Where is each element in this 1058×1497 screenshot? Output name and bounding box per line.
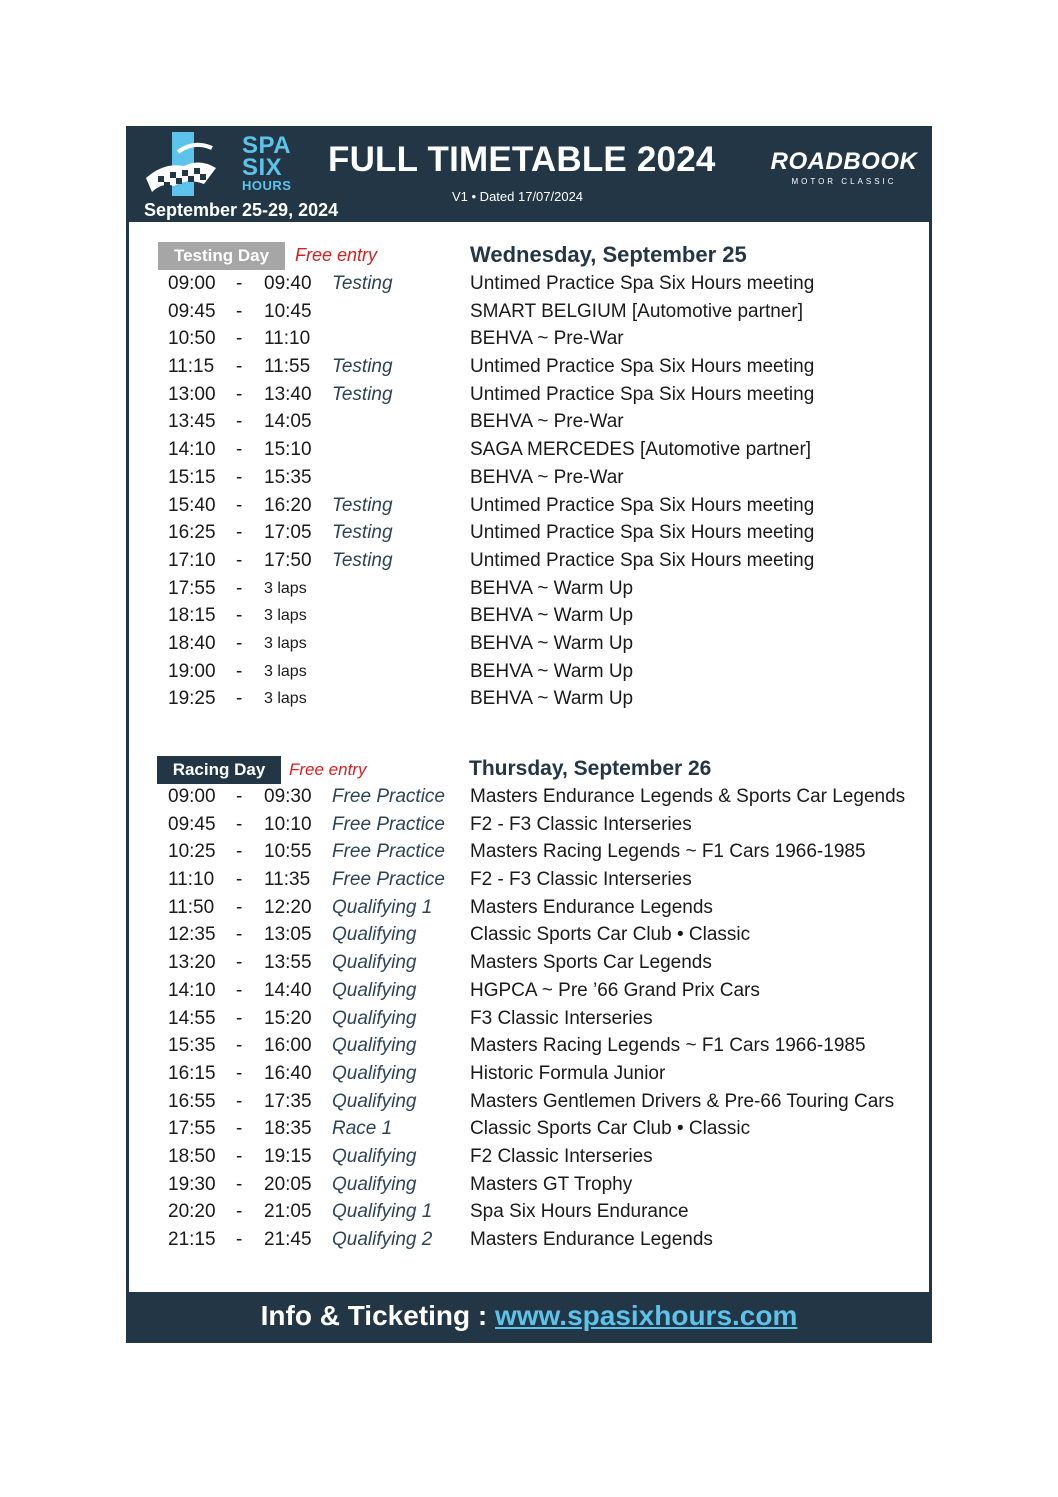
end-time: 21:05 (264, 1201, 312, 1223)
event-name: BEHVA ~ Warm Up (470, 605, 634, 627)
end-time: 20:05 (264, 1173, 312, 1195)
start-time: 19:25 (168, 688, 216, 710)
time-separator: - (236, 466, 243, 488)
session-type: Free Practice (332, 786, 445, 807)
schedule-row (126, 493, 932, 521)
partner-subtitle: MOTOR CLASSIC (791, 177, 897, 186)
session-type: Qualifying (332, 1062, 417, 1084)
time-separator: - (236, 439, 243, 461)
start-time: 09:45 (168, 300, 216, 322)
event-name: Masters Sports Car Legends (470, 952, 712, 974)
end-time: 12:20 (264, 896, 312, 918)
schedule-row (126, 603, 932, 631)
event-name: SAGA MERCEDES [Automotive partner] (470, 439, 812, 461)
session-type: Free Practice (332, 813, 445, 835)
time-separator: - (236, 1229, 243, 1250)
schedule-row (126, 659, 932, 687)
event-name: Masters GT Trophy (470, 1173, 633, 1195)
event-name: BEHVA ~ Warm Up (470, 688, 634, 710)
end-time: 16:20 (264, 494, 312, 516)
logo-line-2: SIX (242, 154, 283, 181)
start-time: 20:20 (168, 1201, 216, 1223)
end-time: 14:40 (264, 979, 312, 1001)
start-time: 18:50 (168, 1145, 216, 1167)
time-separator: - (236, 1201, 243, 1223)
event-name: SMART BELGIUM [Automotive partner] (470, 300, 803, 322)
version-note: V1 • Dated 17/07/2024 (452, 189, 584, 204)
roadbook-logo (770, 148, 918, 188)
session-type: Free Practice (332, 869, 445, 891)
start-time: 09:45 (168, 813, 216, 835)
time-separator: - (236, 1173, 243, 1195)
time-separator: - (236, 1007, 243, 1029)
footer-banner (126, 1292, 932, 1343)
time-separator: - (236, 549, 243, 571)
time-separator: - (236, 1062, 243, 1084)
event-name: BEHVA ~ Warm Up (470, 660, 634, 682)
event-name: Masters Endurance Legends (470, 1229, 713, 1250)
session-type: Free Practice (332, 841, 445, 863)
start-time: 09:00 (168, 273, 216, 294)
event-name: Classic Sports Car Club • Classic (470, 924, 751, 946)
end-time: 17:35 (264, 1090, 312, 1112)
start-time: 13:45 (168, 411, 216, 433)
start-time: 17:10 (168, 549, 216, 571)
event-name: Masters Racing Legends ~ F1 Cars 1966-1985 (470, 841, 866, 863)
racing-schedule (126, 784, 932, 1255)
schedule-row (126, 299, 932, 327)
event-name: F2 - F3 Classic Interseries (470, 869, 692, 891)
event-name: Masters Endurance Legends & Sports Car Legends (470, 786, 906, 807)
end-time: 13:55 (264, 952, 312, 974)
schedule-row (126, 271, 932, 299)
start-time: 09:00 (168, 786, 216, 807)
testing-free-entry: Free entry (295, 245, 378, 265)
schedule-row (126, 922, 932, 950)
schedule-row (126, 686, 932, 714)
session-type: Testing (332, 549, 393, 571)
start-time: 14:55 (168, 1007, 216, 1029)
end-time: 10:10 (264, 813, 312, 835)
time-separator: - (236, 896, 243, 918)
testing-schedule (126, 271, 932, 714)
time-separator: - (236, 356, 243, 378)
end-time: 16:00 (264, 1035, 312, 1057)
time-separator: - (236, 632, 243, 654)
website-link[interactable]: www.spasixhours.com (495, 1300, 798, 1331)
schedule-row (126, 1144, 932, 1172)
time-separator: - (236, 411, 243, 433)
time-separator: - (236, 786, 243, 807)
schedule-row (126, 548, 932, 576)
end-time: 13:40 (264, 383, 312, 405)
session-type: Qualifying (332, 1007, 417, 1029)
session-type: Qualifying 1 (332, 896, 433, 918)
end-time: 3 laps (264, 662, 307, 680)
event-name: Untimed Practice Spa Six Hours meeting (470, 522, 815, 544)
start-time: 19:30 (168, 1173, 216, 1195)
session-type: Qualifying (332, 1145, 417, 1167)
schedule-row (126, 631, 932, 659)
end-time: 3 laps (264, 690, 307, 708)
end-time: 09:40 (264, 273, 312, 294)
event-name: Untimed Practice Spa Six Hours meeting (470, 494, 815, 516)
time-separator: - (236, 577, 243, 599)
schedule-row (126, 1199, 932, 1227)
schedule-row (126, 895, 932, 923)
footer-label: Info & Ticketing : (260, 1300, 488, 1331)
timetable-sheet (126, 126, 932, 1343)
session-type: Testing (332, 522, 393, 544)
time-separator: - (236, 328, 243, 350)
session-type: Testing (332, 494, 393, 516)
schedule-row (126, 576, 932, 604)
partner-name: ROADBOOK (770, 148, 918, 175)
end-time: 16:40 (264, 1062, 312, 1084)
time-separator: - (236, 494, 243, 516)
logo-line-3: HOURS (242, 178, 292, 193)
event-name: Spa Six Hours Endurance (470, 1201, 689, 1223)
end-time: 11:35 (264, 869, 311, 891)
time-separator: - (236, 688, 243, 710)
schedule-row (126, 409, 932, 437)
event-name: Untimed Practice Spa Six Hours meeting (470, 273, 815, 294)
schedule-row (126, 354, 932, 382)
end-time: 15:35 (264, 466, 312, 488)
schedule-row (126, 326, 932, 354)
session-type: Qualifying (332, 1173, 417, 1195)
time-separator: - (236, 1118, 243, 1140)
schedule-row (126, 437, 932, 465)
start-time: 19:00 (168, 660, 216, 682)
end-time: 17:50 (264, 549, 312, 571)
event-name: Classic Sports Car Club • Classic (470, 1118, 751, 1140)
end-time: 14:05 (264, 411, 312, 433)
event-name: BEHVA ~ Pre-War (470, 466, 624, 488)
time-separator: - (236, 869, 243, 891)
time-separator: - (236, 1145, 243, 1167)
session-type: Testing (332, 273, 393, 294)
start-time: 16:55 (168, 1090, 216, 1112)
spa-six-hours-logo (144, 132, 302, 196)
event-name: HGPCA ~ Pre ’66 Grand Prix Cars (470, 979, 760, 1001)
end-time: 3 laps (264, 579, 307, 597)
start-time: 14:10 (168, 979, 216, 1001)
event-name: Untimed Practice Spa Six Hours meeting (470, 549, 815, 571)
start-time: 17:55 (168, 1118, 216, 1140)
time-separator: - (236, 273, 243, 294)
schedule-row (126, 1061, 932, 1089)
schedule-row (126, 867, 932, 895)
schedule-row (126, 520, 932, 548)
checkered-flag-icon (144, 132, 224, 196)
end-time: 15:10 (264, 439, 312, 461)
session-type: Qualifying 1 (332, 1201, 433, 1223)
time-separator: - (236, 522, 243, 544)
event-name: BEHVA ~ Warm Up (470, 577, 634, 599)
event-name: BEHVA ~ Warm Up (470, 632, 634, 654)
end-time: 3 laps (264, 607, 307, 625)
session-type: Qualifying 2 (332, 1229, 433, 1250)
schedule-row (126, 1089, 932, 1117)
start-time: 15:40 (168, 494, 216, 516)
event-name: Masters Racing Legends ~ F1 Cars 1966-1985 (470, 1035, 866, 1057)
session-type: Qualifying (332, 924, 417, 946)
time-separator: - (236, 605, 243, 627)
start-time: 13:00 (168, 383, 216, 405)
session-type: Qualifying (332, 952, 417, 974)
time-separator: - (236, 300, 243, 322)
schedule-row (126, 978, 932, 1006)
time-separator: - (236, 383, 243, 405)
start-time: 16:25 (168, 522, 216, 544)
event-name: Historic Formula Junior (470, 1062, 666, 1084)
end-time: 11:55 (264, 356, 311, 378)
event-name: F2 Classic Interseries (470, 1145, 653, 1167)
session-type: Race 1 (332, 1118, 393, 1140)
event-name: Masters Endurance Legends (470, 896, 713, 918)
end-time: 21:45 (264, 1229, 312, 1250)
schedule-row (126, 1227, 932, 1255)
end-time: 19:15 (264, 1145, 312, 1167)
session-type: Qualifying (332, 1090, 417, 1112)
start-time: 10:25 (168, 841, 216, 863)
end-time: 10:55 (264, 841, 312, 863)
racing-free-entry: Free entry (289, 760, 367, 779)
schedule-row (126, 1033, 932, 1061)
end-time: 17:05 (264, 522, 312, 544)
end-time: 18:35 (264, 1118, 312, 1140)
start-time: 13:20 (168, 952, 216, 974)
start-time: 18:15 (168, 605, 216, 627)
session-type: Qualifying (332, 979, 417, 1001)
logo-line-1: SPA (242, 132, 292, 159)
end-time: 11:10 (264, 328, 311, 350)
schedule-row (126, 1116, 932, 1144)
time-separator: - (236, 813, 243, 835)
session-type: Testing (332, 383, 393, 405)
start-time: 14:10 (168, 439, 216, 461)
testing-day-title: Wednesday, September 25 (470, 242, 747, 267)
schedule-row (126, 1006, 932, 1034)
end-time: 3 laps (264, 634, 307, 652)
start-time: 10:50 (168, 328, 216, 350)
page-title: FULL TIMETABLE 2024 (328, 140, 716, 179)
time-separator: - (236, 924, 243, 946)
racing-day-title: Thursday, September 26 (469, 757, 712, 780)
event-name: BEHVA ~ Pre-War (470, 411, 624, 433)
schedule-row (126, 1172, 932, 1200)
time-separator: - (236, 1035, 243, 1057)
start-time: 12:35 (168, 924, 216, 946)
schedule-row (126, 465, 932, 493)
start-time: 11:10 (168, 869, 215, 891)
end-time: 10:45 (264, 300, 312, 322)
start-time: 11:50 (168, 896, 215, 918)
event-name: F3 Classic Interseries (470, 1007, 653, 1029)
start-time: 21:15 (168, 1229, 216, 1250)
event-name: Untimed Practice Spa Six Hours meeting (470, 356, 815, 378)
start-time: 15:35 (168, 1035, 216, 1057)
start-time: 17:55 (168, 577, 216, 599)
event-name: Masters Gentlemen Drivers & Pre-66 Touring Cars (470, 1090, 895, 1112)
start-time: 16:15 (168, 1062, 216, 1084)
session-type: Qualifying (332, 1035, 417, 1057)
end-time: 09:30 (264, 786, 312, 807)
event-name: F2 - F3 Classic Interseries (470, 813, 692, 835)
time-separator: - (236, 952, 243, 974)
event-dates: September 25-29, 2024 (144, 200, 339, 220)
event-name: Untimed Practice Spa Six Hours meeting (470, 383, 815, 405)
time-separator: - (236, 660, 243, 682)
testing-day-badge: Testing Day (158, 242, 285, 270)
time-separator: - (236, 841, 243, 863)
start-time: 18:40 (168, 632, 216, 654)
time-separator: - (236, 979, 243, 1001)
start-time: 15:15 (168, 466, 216, 488)
header-banner (126, 126, 932, 222)
schedule-row (126, 812, 932, 840)
event-name: BEHVA ~ Pre-War (470, 328, 624, 350)
racing-day-badge: Racing Day (157, 756, 281, 784)
end-time: 13:05 (264, 924, 312, 946)
schedule-row (126, 950, 932, 978)
end-time: 15:20 (264, 1007, 312, 1029)
schedule-row (126, 382, 932, 410)
time-separator: - (236, 1090, 243, 1112)
schedule-row (126, 839, 932, 867)
session-type: Testing (332, 356, 393, 378)
schedule-row (126, 784, 932, 812)
start-time: 11:15 (168, 356, 215, 378)
